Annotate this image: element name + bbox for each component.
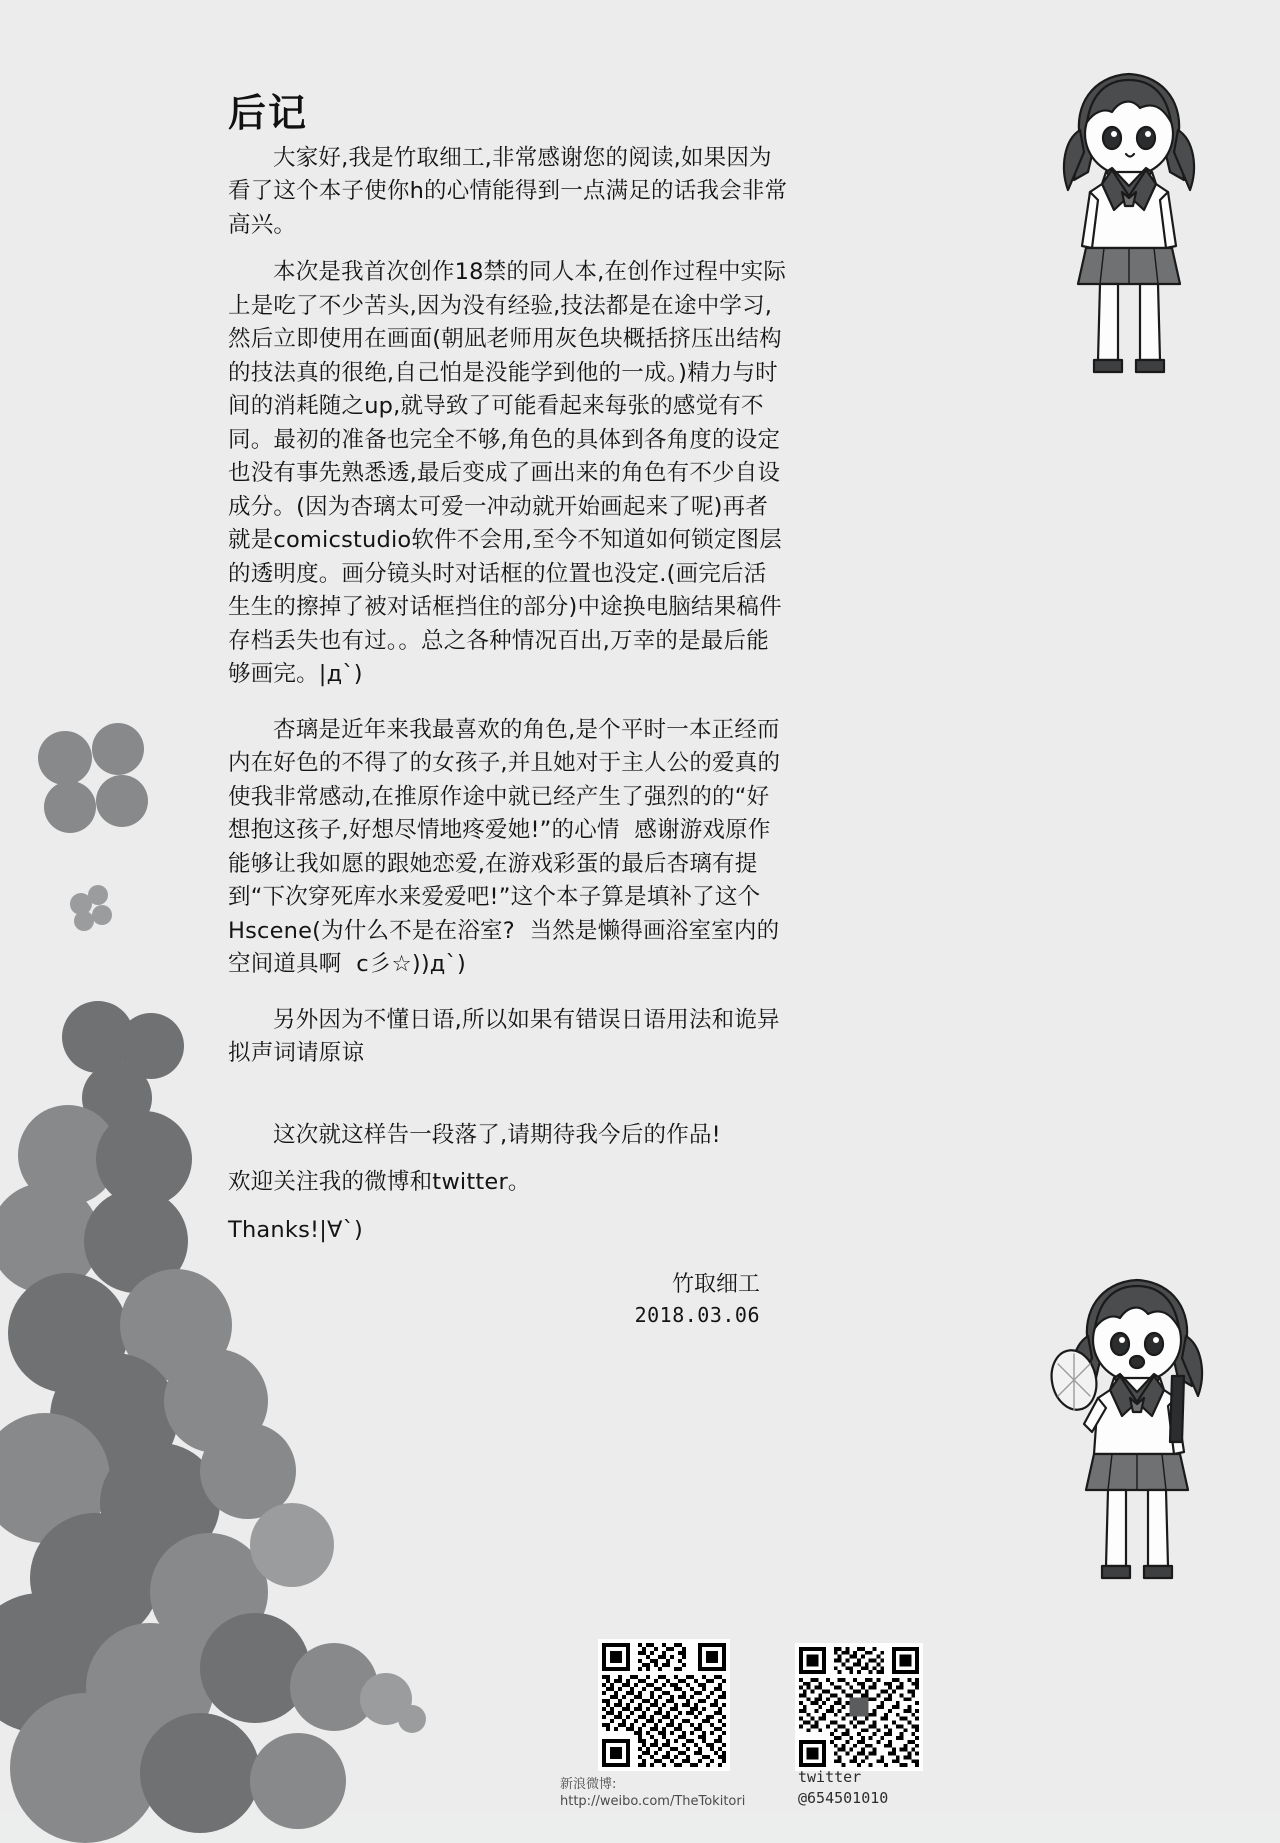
afterword-thanks-line: Thanks!|∀`) — [228, 1216, 364, 1243]
twitter-caption — [798, 1767, 888, 1809]
afterword-paragraph: 这次就这样告一段落了,请期待我今后的作品! — [273, 1121, 721, 1148]
weibo-label: 新浪微博: — [560, 1776, 617, 1792]
twitter-label: twitter — [798, 1768, 862, 1786]
qr-code-icon[interactable] — [795, 1643, 923, 1771]
afterword-content — [228, 92, 788, 1331]
signature-block — [228, 1269, 788, 1331]
afterword-paragraph: 杏璃是近年来我最喜欢的角色,是个平时一本正经而内在好色的不得了的女孩子,并且她对于主人公的爱真的使我非常感动,在推原作途中就已经产生了强烈的的“好想抱这孩子,好想尽情地疼爱她!”的心情 感谢游戏原作能够让我如愿的跟她恋爱,在游戏彩蛋的最后杏璃有提到“下次穿死库水来爱爱吧!”这个本子算是填补了这个Hscene(为什么不是在浴室? 当然是懒得画浴室室内的空间道具啊 c彡☆))д`) — [228, 716, 781, 978]
afterword-paragraph: 大家好,我是竹取细工,非常感谢您的阅读,如果因为看了这个本子使你h的心情能得到一点满足的话我会非常高兴。 — [228, 144, 788, 238]
character-bottom-illustration — [1032, 1268, 1232, 1598]
character-top-illustration — [1034, 60, 1224, 390]
twitter-handle[interactable]: @654501010 — [798, 1789, 889, 1807]
qr-code-icon[interactable] — [598, 1639, 730, 1771]
weibo-qr-block[interactable] — [598, 1639, 730, 1775]
afterword-paragraph: 另外因为不懂日语,所以如果有错误日语用法和诡异拟声词请原谅 — [228, 1006, 780, 1067]
afterword-closing-line: 欢迎关注我的微博和twitter。 — [228, 1169, 531, 1196]
signature-name: 竹取细工 — [671, 1272, 760, 1298]
weibo-caption — [560, 1776, 745, 1811]
twitter-qr-block[interactable] — [795, 1643, 923, 1775]
page-title: 后记 — [228, 91, 309, 135]
signature-date: 2018.03.06 — [634, 1303, 760, 1328]
afterword-paragraph: 本次是我首次创作18禁的同人本,在创作过程中实际上是吃了不少苦头,因为没有经验,技法都是在途中学习,然后立即使用在画面(朝凪老师用灰色块概括挤压出结构的技法真的很绝,自己怕是没能学到他的一成。)精力与时间的消耗随之up,就导致了可能看起来每张的感觉有不同。最初的准备也完全不够,角色的具体到各角度的设定也没有事先熟悉透,最后变成了画出来的角色有不少自设成分。(因为杏璃太可爱一冲动就开始画起来了呢)再者就是comicstudio软件不会用,至今不知道如何锁定图层的透明度。画分镜头时对话框的位置也没定.(画完后活生生的擦掉了被对话框挡住的部分)中途换电脑结果稿件存档丢失也有过。。总之各种情况百出,万幸的是最后能够画完。|д`) — [228, 259, 787, 688]
weibo-url[interactable]: http://weibo.com/TheTokitori — [560, 1794, 746, 1810]
